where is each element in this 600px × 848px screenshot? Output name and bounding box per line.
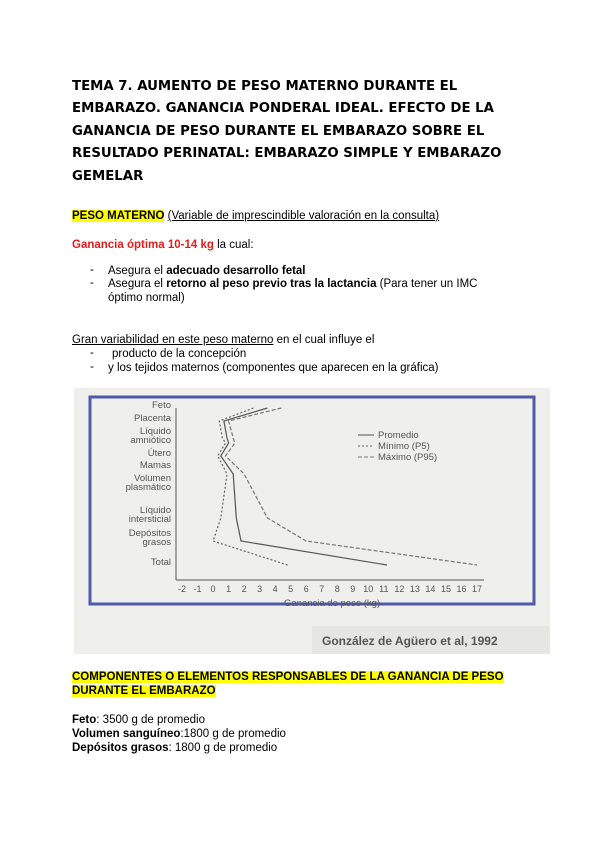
- component-depositos: [72, 741, 277, 755]
- x-tick-label: 5: [288, 584, 294, 594]
- peso-materno-heading: PESO MATERNO: [72, 210, 165, 222]
- document-title: TEMA 7. AUMENTO DE PESO MATERNO DURANTE EL EMBARAZO. GANANCIA PONDERAL IDEAL. EFECTO DE LA GANANCIA DE PESO DURANTE EL EMBARAZO SOBRE EL RESULTADO PERINATAL: EMBARAZO SIMPLE Y EMBARAZO GEMELAR: [72, 79, 502, 184]
- dash-bullet: -: [90, 347, 94, 359]
- legend: [358, 430, 437, 463]
- bullet-pre: Asegura el: [108, 265, 167, 277]
- y-tick-label: grasos: [142, 537, 171, 548]
- x-tick-label: 12: [394, 584, 405, 594]
- x-tick-label: 7: [319, 584, 325, 594]
- component-label: Depósitos grasos: [72, 742, 169, 754]
- legend-item: Mínimo (P5): [378, 441, 430, 452]
- components-heading: [72, 670, 542, 698]
- x-tick-label: -1: [193, 584, 202, 594]
- bullet-retorno: [108, 277, 477, 291]
- x-tick-label: 1: [226, 584, 232, 594]
- legend-item: Máximo (P95): [378, 452, 438, 463]
- variabilidad-rest: en el cual influye el: [273, 334, 375, 346]
- ganancia-line: [72, 238, 254, 252]
- peso-materno-line: [72, 209, 439, 223]
- bullet-desarrollo: [108, 264, 306, 278]
- x-tick-label: 17: [471, 584, 483, 594]
- component-label: Volumen sanguíneo: [72, 728, 181, 740]
- dash-bullet: -: [90, 361, 94, 373]
- x-ticks: [178, 584, 482, 594]
- y-tick-label: Líquido: [139, 505, 171, 516]
- x-tick-label: 10: [363, 584, 374, 594]
- y-tick-label: Placenta: [134, 413, 171, 424]
- component-value: :1800 g de promedio: [180, 728, 286, 740]
- y-tick-label: intersticial: [128, 514, 171, 525]
- component-label: Feto: [72, 714, 97, 726]
- y-tick-label: plasmático: [125, 482, 171, 493]
- x-tick-label: -2: [177, 584, 187, 594]
- x-tick-label: 6: [303, 584, 309, 594]
- x-tick-label: 13: [409, 584, 420, 594]
- dash-bullet: -: [90, 264, 94, 276]
- component-value: : 3500 g de promedio: [96, 714, 205, 726]
- components-heading-line1: COMPONENTES O ELEMENTOS RESPONSABLES DE LA GANANCIA DE PESO: [72, 671, 504, 683]
- y-tick-label: amniótico: [130, 435, 171, 446]
- x-tick-label: 16: [456, 584, 467, 594]
- x-tick-label: 4: [272, 584, 278, 594]
- y-tick-label: Total: [150, 557, 171, 568]
- figure-source: González de Agüero et al, 1992: [322, 634, 498, 648]
- y-tick-label: Mamas: [139, 460, 171, 471]
- bullet-post: (Para tener un IMC: [376, 278, 478, 290]
- x-tick-label: 15: [440, 584, 451, 594]
- peso-materno-note: (Variable de imprescindible valoración en la consulta): [167, 210, 440, 222]
- y-tick-label: Volumen: [134, 473, 171, 484]
- x-tick-label: 14: [425, 584, 436, 594]
- x-tick-label: 9: [350, 584, 356, 594]
- ganancia-optima: Ganancia óptima 10-14 kg: [72, 239, 214, 251]
- component-value: : 1800 g de promedio: [168, 742, 278, 754]
- variabilidad-line: [72, 333, 374, 347]
- series-line: [226, 408, 478, 565]
- x-tick-label: 2: [241, 584, 247, 594]
- dash-bullet: -: [90, 277, 94, 289]
- x-tick-label: 3: [257, 584, 263, 594]
- bullet-bold: retorno al peso previo tras la lactancia: [166, 278, 377, 290]
- x-tick-label: 8: [334, 584, 340, 594]
- bullet-pre: Asegura el: [108, 278, 167, 290]
- bullet-producto: producto de la concepción: [112, 348, 247, 360]
- component-feto: [72, 713, 205, 727]
- variabilidad-underlined: Gran variabilidad en este peso materno: [72, 334, 274, 346]
- legend-item: Promedio: [378, 430, 419, 441]
- bullet-bold: adecuado desarrollo fetal: [166, 265, 306, 277]
- weight-gain-chart: [74, 388, 550, 654]
- series-lines: [213, 408, 477, 565]
- bullet-tejidos: y los tejidos maternos (componentes que aparecen en la gráfica): [108, 362, 439, 374]
- y-tick-label: Feto: [151, 400, 171, 411]
- components-heading-line2: DURANTE EL EMBARAZO: [72, 685, 216, 697]
- bullet-retorno-line2: óptimo normal): [108, 292, 185, 304]
- y-tick-label: Líquido: [139, 426, 171, 437]
- y-labels: [126, 400, 172, 568]
- ganancia-rest: la cual:: [213, 239, 254, 251]
- x-tick-label: 0: [210, 584, 216, 594]
- component-volumen: [72, 727, 286, 741]
- series-line: [221, 408, 387, 565]
- x-tick-label: 11: [379, 584, 389, 594]
- y-tick-label: Útero: [147, 448, 171, 459]
- x-axis-label: Ganancia de peso (kg): [284, 598, 381, 609]
- y-tick-label: Depósitos: [128, 528, 171, 539]
- weight-gain-figure: [74, 388, 550, 654]
